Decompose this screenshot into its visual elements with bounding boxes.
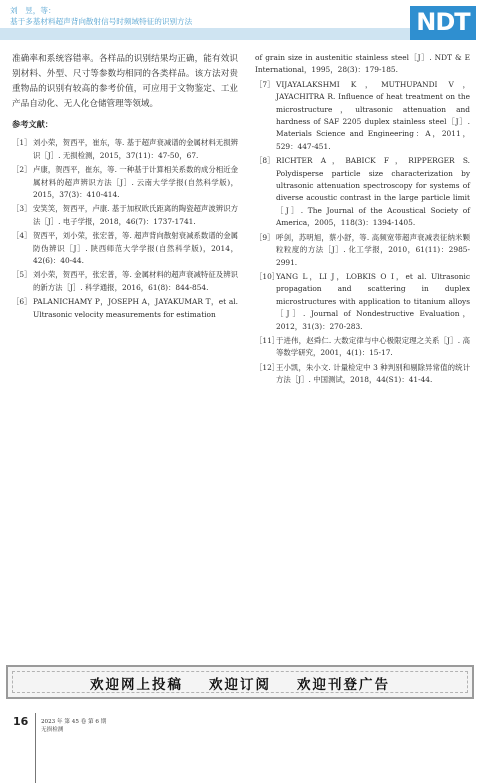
journal-logo (410, 6, 476, 40)
reference-item (255, 271, 470, 333)
reference-text: YANG L，LI J，LOBKIS O I，et al. Ultrasonic propagation and scattering in duplex microstructures with application to titanium alloys［J］. Journal of Nondestructive Evaluation，2012，31(3)：270-283. (276, 271, 470, 331)
reference-item (12, 203, 238, 228)
reference-text: 安笑笑，贺西平，卢康. 基于加权欧氏距离的陶瓷超声波辨识方法［J］. 电子学报，2018，46(7)：1737-1741. (33, 204, 238, 226)
reference-text: 王小凯，朱小文. 计量检定中 3 种判别和剔除异常值的统计方法［J］. 中国测试，2018，44(S1)：41-44. (276, 362, 470, 385)
reference-number: ［12］ (255, 362, 280, 372)
reference-number: ［1］ (12, 138, 32, 148)
reference-text: 刘小荣，贺西平，崔东，等. 基于超声衰减谱的金属材料无损辨识［J］. 无损检测，2015，37(11)：47-50，67. (33, 138, 238, 160)
page-footer (0, 705, 480, 783)
banner-item-subscribe: 欢迎订阅 (209, 677, 271, 693)
page-number: 16 (13, 715, 29, 728)
header-title: 基于多基材料超声背向散射信号时频域特征的识别方法 (10, 17, 193, 26)
reference-text: 卢康，贺西平，崔东，等. 一种基于计算相关系数的成分相近金属材料的超声辨识方法［J］. 云南大学学报(自然科学版)，2015，37(3)：410-414. (33, 165, 238, 200)
header-text (10, 5, 192, 27)
reference-number: ［9］ (255, 232, 275, 242)
reference-item (255, 79, 470, 153)
footer-divider (35, 713, 36, 783)
references-list-left (12, 137, 238, 321)
banner-text (8, 673, 472, 693)
footer-info (41, 718, 106, 734)
banner-item-advertise: 欢迎刊登广告 (297, 677, 390, 693)
references-list-right (255, 79, 470, 387)
reference-text: 呼剑，苏明旭，蔡小舒，等. 高频宽带超声衰减表征纳米颗粒粒度的方法［J］. 化工学报，2010，61(11)：2985-2991. (276, 232, 470, 267)
header-bar (0, 28, 430, 40)
reference-item (12, 164, 238, 201)
reference-number: ［3］ (12, 204, 32, 214)
references-heading: 参考文献： (12, 119, 53, 129)
promo-banner (6, 665, 474, 699)
reference-number: ［2］ (12, 165, 32, 175)
reference-text: 于进伟，赵舜仁. 大数定律与中心极限定理之关系［J］. 高等数学研究，2001，4(1)：15-17. (276, 335, 470, 358)
reference-text: 贺西平，刘小荣，张宏普，等. 超声背向散射衰减系数谱的金属防伪辨识［J］. 陕西师范大学学报(自然科学版)，2014，42(6)：40-44. (33, 231, 238, 266)
reference-item (255, 155, 470, 229)
reference-item (12, 269, 238, 294)
reference-number: ［10］ (255, 271, 280, 281)
reference-item (255, 232, 470, 269)
left-column (12, 52, 238, 323)
reference-text: VIJAYALAKSHMI K，MUTHUPANDI V，JAYACHITRA R. Influence of heat treatment on the microstructure，ultrasonic attenuation and hardness of SAF 2205 duplex stainless steel［J］. Materials Science and Engineering：A，2011，529：447-451. (276, 79, 470, 151)
reference-text: 刘小荣，贺西平，张宏普，等. 金属材料的超声衰减特征及辨识的新方法［J］. 科学通报，2016，61(8)：844-854. (33, 270, 238, 292)
right-column (255, 52, 470, 389)
reference-item (12, 230, 238, 267)
reference-number: ［6］ (12, 297, 32, 307)
reference-item (255, 335, 470, 360)
banner-item-submit: 欢迎网上投稿 (90, 677, 183, 693)
reference-number: ［11］ (255, 335, 280, 345)
footer-journal: 无损检测 (41, 727, 64, 733)
reference-number: ［4］ (12, 231, 32, 241)
reference-number: ［7］ (255, 79, 275, 89)
intro-paragraph: 准确率和系统容错率。各样品的识别结果均正确，能有效识别材料、外型、尺寸等参数均相同的各类样品。该方法对贵重物品的识别有较高的参考价值，可应用于文物鉴定、工业产品自动化、无人化仓储管理等领域。 (12, 54, 238, 109)
header-authors: 刘 昱，等： (10, 6, 56, 15)
reference-number: ［5］ (12, 270, 32, 280)
logo-text: NDT (416, 8, 470, 36)
reference-item (12, 296, 238, 321)
reference-item (12, 137, 238, 162)
reference-number: ［8］ (255, 156, 275, 166)
footer-issue: 2023 年 第 45 卷 第 6 期 (41, 719, 107, 725)
reference-6-continued: of grain size in austenitic stainless steel［J］. NDT & E International，1995，28(3)：179-185. (255, 53, 470, 75)
reference-text: RICHTER A，BABICK F，RIPPERGER S. Polydisperse particle size characterization by ultrasonic attenuation spectroscopy for systems of diverse acoustic contrast in the large particle limit［J］. The Journal of the Acoustical Society of America，2005，118(3)：1394-1405. (276, 156, 470, 228)
running-header (0, 0, 480, 40)
reference-item (255, 362, 470, 387)
reference-text: PALANICHAMY P，JOSEPH A，JAYAKUMAR T，et al. Ultrasonic velocity measurements for estimation (33, 297, 238, 319)
